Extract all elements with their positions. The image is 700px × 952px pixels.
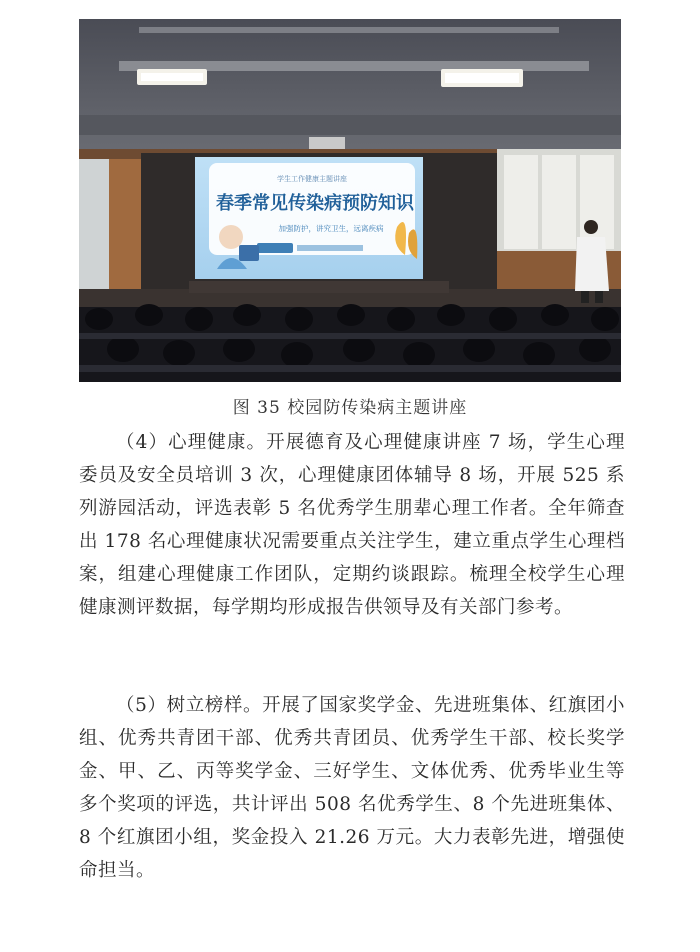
slide-small-heading: 学生工作健康主题讲座 bbox=[277, 175, 347, 183]
paragraph-mental-health: （4）心理健康。开展德育及心理健康讲座 7 场，学生心理委员及安全员培训 3 次，心理健康团体辅导 8 场，开展 525 系列游园活动，评选表彰 5 名优秀学生朋辈心理工作者。全年筛查出 178 名心理健康状况需要重点关注学生，建立重点学生心理档案，组建心理健康工作团队，定期约谈跟踪。梳理全校学生心理健康测评数据，每学期均形成报告供领导及有关部门参考。 bbox=[79, 432, 625, 618]
paragraph-role-models: （5）树立榜样。开展了国家奖学金、先进班集体、红旗团小组、优秀共青团干部、优秀共青团员、优秀学生干部、校长奖学金、甲、乙、丙等奖学金、三好学生、文体优秀、优秀毕业生等多个奖项的评选，共计评出 508 名优秀学生、8 个先进班集体、8 个红旗团小组，奖金投入 21.26 万元。大力表彰先进，增强使命担当。 bbox=[79, 695, 625, 881]
lecture-photo bbox=[79, 19, 621, 382]
slide-title: 春季常见传染病预防知识 bbox=[216, 193, 414, 214]
figure-caption: 图 35 校园防传染病主题讲座 bbox=[232, 398, 468, 418]
slide-subtitle: 加强防护，讲究卫生，远离疾病 bbox=[278, 224, 384, 233]
